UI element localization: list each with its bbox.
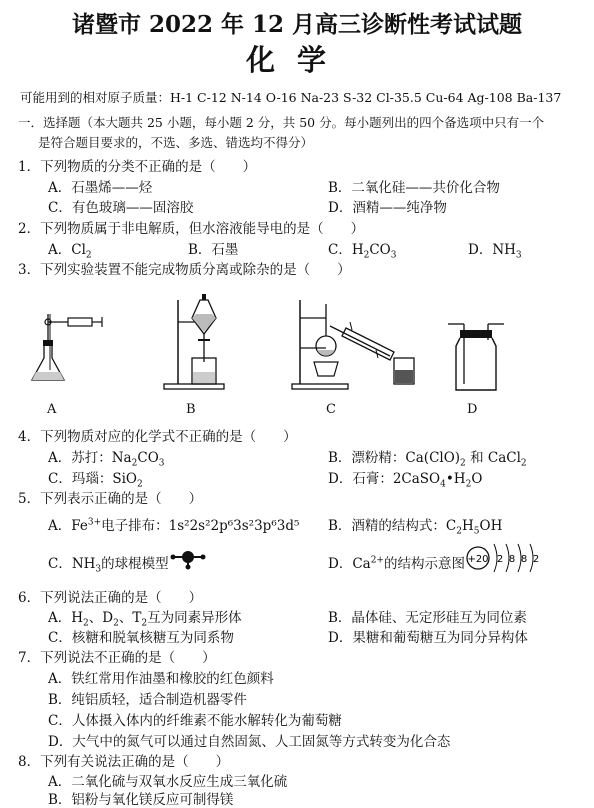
exam-title: 诸暨市 2022 年 12 月高三诊断性考试试题 xyxy=(71,11,523,38)
section-instruction-1: 一．选择题（本大题共 25 小题，每小题 2 分，共 50 分。每小题列出的四个备选项中只有一个 xyxy=(18,115,545,130)
q7-option-a: A．铁红常用作油墨和橡胶的红色颜料 xyxy=(48,671,274,687)
q7-stem: 7．下列说法不正确的是（ ） xyxy=(18,650,216,666)
apparatus-a-diagram xyxy=(30,312,110,390)
nh3-ball-stick-model xyxy=(170,546,206,570)
q1-option-c: C．有色玻璃——固溶胶 xyxy=(48,200,194,216)
q1-option-d: D．酒精——纯净物 xyxy=(328,200,447,216)
q4-option-c: C．玛瑙：SiO$_2$ xyxy=(48,471,143,490)
q6-option-c: C．核糖和脱氧核糖互为同系物 xyxy=(48,630,234,646)
q2-option-d: D．$NH_3$ xyxy=(468,242,522,261)
ca-ion-structure-diagram xyxy=(464,538,546,578)
q4-stem: 4．下列物质对应的化学式不正确的是（ ） xyxy=(18,429,297,445)
shell-4: 2 xyxy=(532,554,540,565)
q4-option-d: D．石膏：$2CaSO_4•H_2O$ xyxy=(328,471,483,490)
q7-option-d: D．大气中的氮气可以通过自然固氮、人工固氮等方式转变为化合态 xyxy=(48,734,451,750)
q6-option-d: D．果糖和葡萄糖互为同分异构体 xyxy=(328,630,528,646)
nucleus-charge: +20 xyxy=(467,554,489,565)
apparatus-b-label: B xyxy=(186,402,196,417)
shell-3: 8 xyxy=(520,554,528,565)
q5-stem: 5．下列表示正确的是（ ） xyxy=(18,491,203,507)
shell-1: 2 xyxy=(496,554,504,565)
q1-stem: 1．下列物质的分类不正确的是（ ） xyxy=(18,159,257,175)
q4-option-a: A．苏打：$Na_2CO_3$ xyxy=(48,450,165,469)
subject-title: 化学 xyxy=(245,43,348,77)
q2-option-b: B．石墨 xyxy=(188,242,239,258)
apparatus-a-label: A xyxy=(47,402,57,417)
q8-option-b: B．铝粉与氧化镁反应可制得镁 xyxy=(48,792,234,808)
q5-option-c: C．$NH_3$的球棍模型 xyxy=(48,556,169,575)
q6-option-b: B．晶体硅、无定形硅互为同位素 xyxy=(328,610,527,626)
apparatus-d-diagram xyxy=(446,318,506,392)
apparatus-c-label: C xyxy=(326,402,336,417)
q2-option-a: A．$Cl_2$ xyxy=(48,242,92,261)
q6-stem: 6．下列说法正确的是（ ） xyxy=(18,590,203,606)
q5-option-a: A．$Fe^{3+}$电子排布：1s²2s²2p⁶3s²3p⁶3d⁵ xyxy=(48,517,300,534)
shell-2: 8 xyxy=(508,554,516,565)
q4-option-b: B．漂粉精：$Ca(ClO)_2$ 和 CaCl$_2$ xyxy=(328,450,527,469)
atomic-masses: 可能用到的相对原子质量：H-1 C-12 N-14 O-16 Na-23 S-32 Cl-35.5 Cu-64 Ag-108 Ba-137 xyxy=(20,90,562,105)
q1-option-b: B．二氧化硅——共价化合物 xyxy=(328,180,500,196)
section-instruction-2: 是符合题目要求的，不选、多选、错选均不得分） xyxy=(38,135,314,150)
q5-option-d: D．$Ca^{2+}$的结构示意图 xyxy=(328,555,465,572)
q7-option-b: B．纯铝质轻，适合制造机器零件 xyxy=(48,692,247,708)
q2-option-c: C．$H_2CO_3$ xyxy=(328,242,397,261)
apparatus-b-diagram xyxy=(160,292,230,392)
q8-option-a: A．二氧化硫与双氧水反应生成三氧化硫 xyxy=(48,774,288,790)
apparatus-d-label: D xyxy=(467,402,478,417)
q3-stem: 3．下列实验装置不能完成物质分离或除杂的是（ ） xyxy=(18,262,351,278)
q1-option-a: A．石墨烯——烃 xyxy=(48,180,153,196)
q5-option-b: B．酒精的结构式：$C_2H_5OH$ xyxy=(328,518,503,537)
apparatus-c-diagram xyxy=(290,296,420,392)
q2-stem: 2．下列物质属于非电解质，但水溶液能导电的是（ ） xyxy=(18,221,365,237)
q8-stem: 8．下列有关说法正确的是（ ） xyxy=(18,754,230,770)
q7-option-c: C．人体摄入体内的纤维素不能水解转化为葡萄糖 xyxy=(48,713,342,729)
q6-option-a: A．$H_2$、$D_2$、$T_2$互为同素异形体 xyxy=(48,610,242,629)
